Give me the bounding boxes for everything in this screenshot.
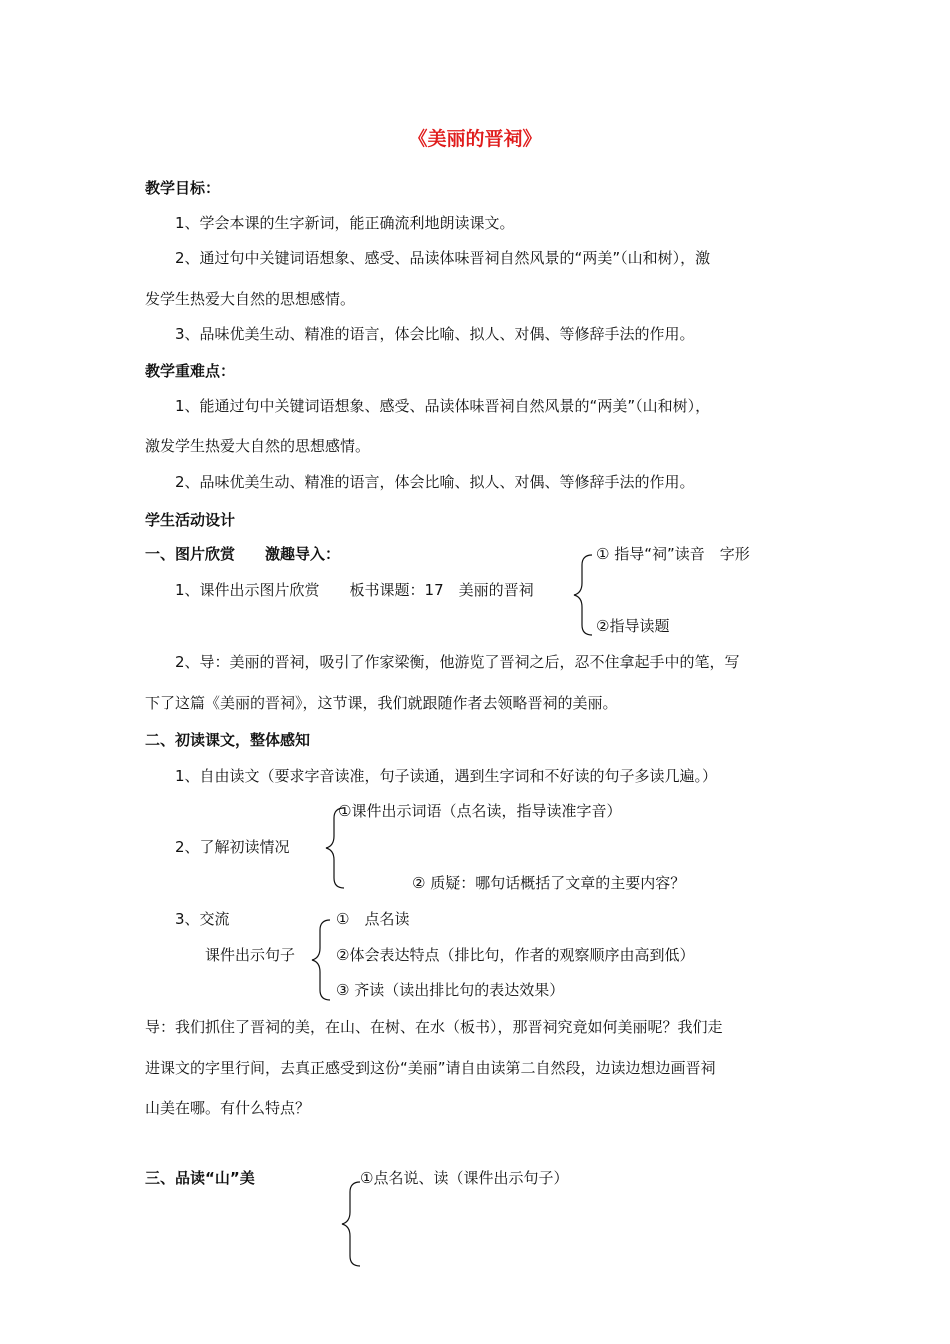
key-point-2: 2、品味优美生动、精准的语言，体会比喻、拟人、对偶、等修辞手法的作用。 <box>175 473 695 491</box>
section-2-step-3-branch-1: ① 点名读 <box>336 910 410 928</box>
section-2-step-3: 3、交流 <box>175 910 230 928</box>
section-2-step-3-branch-3: ③ 齐读（读出排比句的表达效果） <box>336 981 565 999</box>
section-2-step-2-branch-1: ①课件出示词语（点名读，指导读准字音） <box>338 802 622 820</box>
goal-item-3: 3、品味优美生动、精准的语言，体会比喻、拟人、对偶、等修辞手法的作用。 <box>175 325 695 343</box>
section-1-step-1: 1、课件出示图片欣赏 板书课题：17 美丽的晋祠 <box>175 581 534 599</box>
section-1-step-2-line-2: 下了这篇《美丽的晋祠》，这节课，我们就跟随作者去领略晋祠的美丽。 <box>145 694 618 712</box>
section-2-step-3-brace <box>308 918 338 1002</box>
section-2-step-2-branch-2: ② 质疑：哪句话概括了文章的主要内容？ <box>412 874 686 892</box>
section-1-step-2-line-1: 2、导：美丽的晋祠，吸引了作家梁衡，他游览了晋祠之后，忍不住拿起手中的笔，写 <box>175 653 740 671</box>
section-2-guide-line-2: 进课文的字里行间，去真正感受到这份“美丽”请自由读第二自然段，边读边想边画晋祠 <box>145 1059 716 1077</box>
section-2-step-2: 2、了解初读情况 <box>175 838 290 856</box>
goals-heading: 教学目标： <box>145 179 221 197</box>
document-title: 《美丽的晋祠》 <box>408 128 542 150</box>
section-3-brace <box>338 1180 368 1268</box>
key-point-1-line-1: 1、能通过句中关键词语想象、感受、品读体味晋祠自然风景的“两美”（山和树）， <box>175 397 711 415</box>
section-1-heading: 一、图片欣赏 激趣导入： <box>145 545 341 563</box>
goal-item-2-line-2: 发学生热爱大自然的思想感情。 <box>145 290 356 308</box>
section-2-step-3-sub: 课件出示句子 <box>205 946 296 964</box>
key-points-heading: 教学重难点： <box>145 362 236 380</box>
section-2-step-3-branch-2: ②体会表达特点（排比句，作者的观察顺序由高到低） <box>336 946 695 964</box>
activity-heading: 学生活动设计 <box>145 511 236 529</box>
section-2-guide-line-3: 山美在哪。有什么特点？ <box>145 1099 311 1117</box>
section-2-heading: 二、初读课文，整体感知 <box>145 731 311 749</box>
section-3-branch-1: ①点名说、读（课件出示句子） <box>360 1169 569 1187</box>
goal-item-1: 1、学会本课的生字新词，能正确流利地朗读课文。 <box>175 214 515 232</box>
goal-item-2-line-1: 2、通过句中关键词语想象、感受、品读体味晋祠自然风景的“两美”（山和树），激 <box>175 249 711 267</box>
key-point-1-line-2: 激发学生热爱大自然的思想感情。 <box>145 437 371 455</box>
section-1-branch-1: ① 指导“祠”读音 字形 <box>596 545 750 563</box>
section-2-step-1: 1、自由读文（要求字音读准，句子读通，遇到生字词和不好读的句子多读几遍。） <box>175 767 718 785</box>
section-1-branch-2: ②指导读题 <box>596 617 670 635</box>
section-3-heading: 三、品读“山”美 <box>145 1169 255 1187</box>
section-2-guide-line-1: 导：我们抓住了晋祠的美，在山、在树、在水（板书），那晋祠究竟如何美丽呢？我们走 <box>145 1018 723 1036</box>
